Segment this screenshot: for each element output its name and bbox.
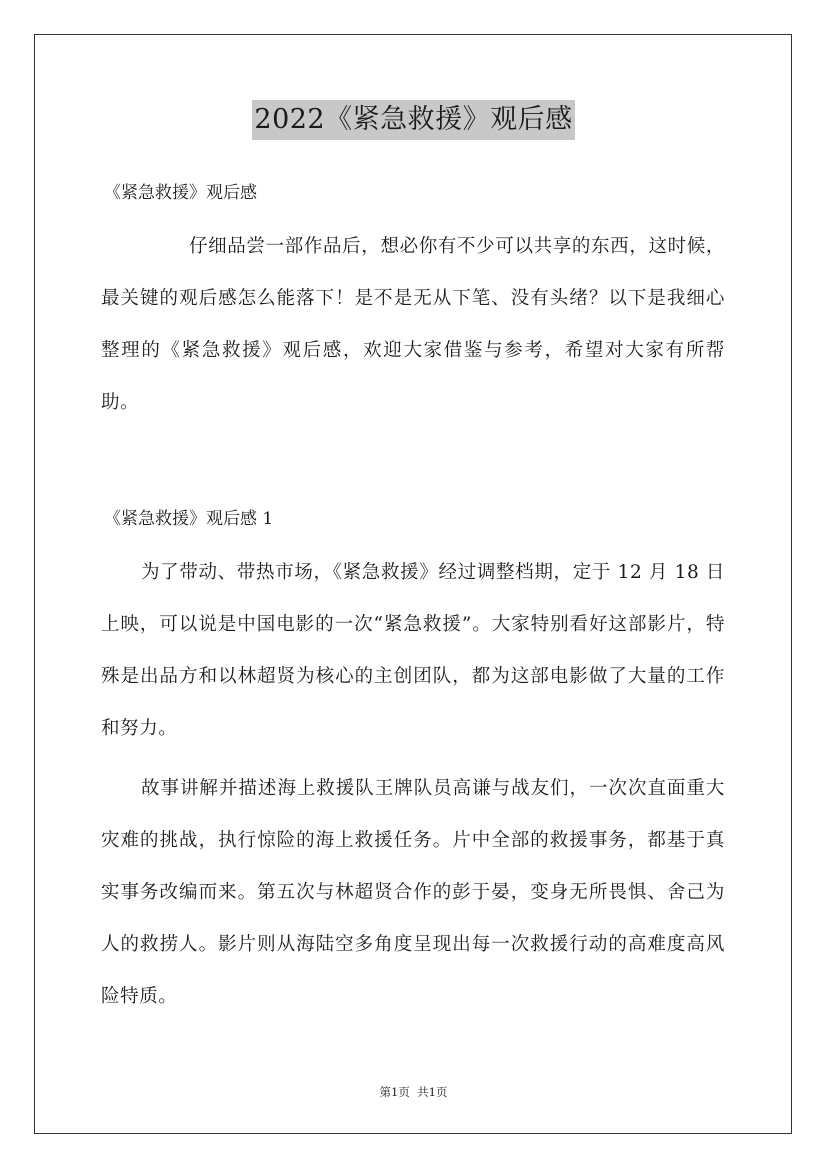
intro-paragraph: 仔细品尝一部作品后，想必你有不少可以共享的东西，这时候，最关键的观后感怎么能落下！是不是无从下笔、没有头绪？以下是我细心整理的《紧急救援》观后感，欢迎大家借鉴与参考，希望对大家有所帮助。 [101,236,725,413]
body-paragraph-2: 故事讲解并描述海上救援队王牌队员高谦与战友们，一次次直面重大灾难的挑战，执行惊险的海上救援任务。片中全部的救援事务，都基于真实事务改编而来。第五次与林超贤合作的彭于晏，变身无所畏惧、舍己为人的救捞人。影片则从海陆空多角度呈现出每一次救援行动的高难度高风险特质。 [101,778,725,1007]
essay-heading: 《紧急救援》观后感 1 [104,509,274,529]
document-title: 2022《紧急救援》观后感 [252,100,574,140]
page-footer: 第1页 共1页 [379,1085,448,1099]
title-container [0,100,827,140]
section-heading: 《紧急救援》观后感 [104,183,257,203]
body-paragraph-1: 为了带动、带热市场，《紧急救援》经过调整档期，定于 12 月 18 日上映，可以说是中国电影的一次“紧急救援”。大家特别看好这部影片，特殊是出品方和以林超贤为核心的主创团队，都为这部电影做了大量的工作和努力。 [101,562,725,739]
